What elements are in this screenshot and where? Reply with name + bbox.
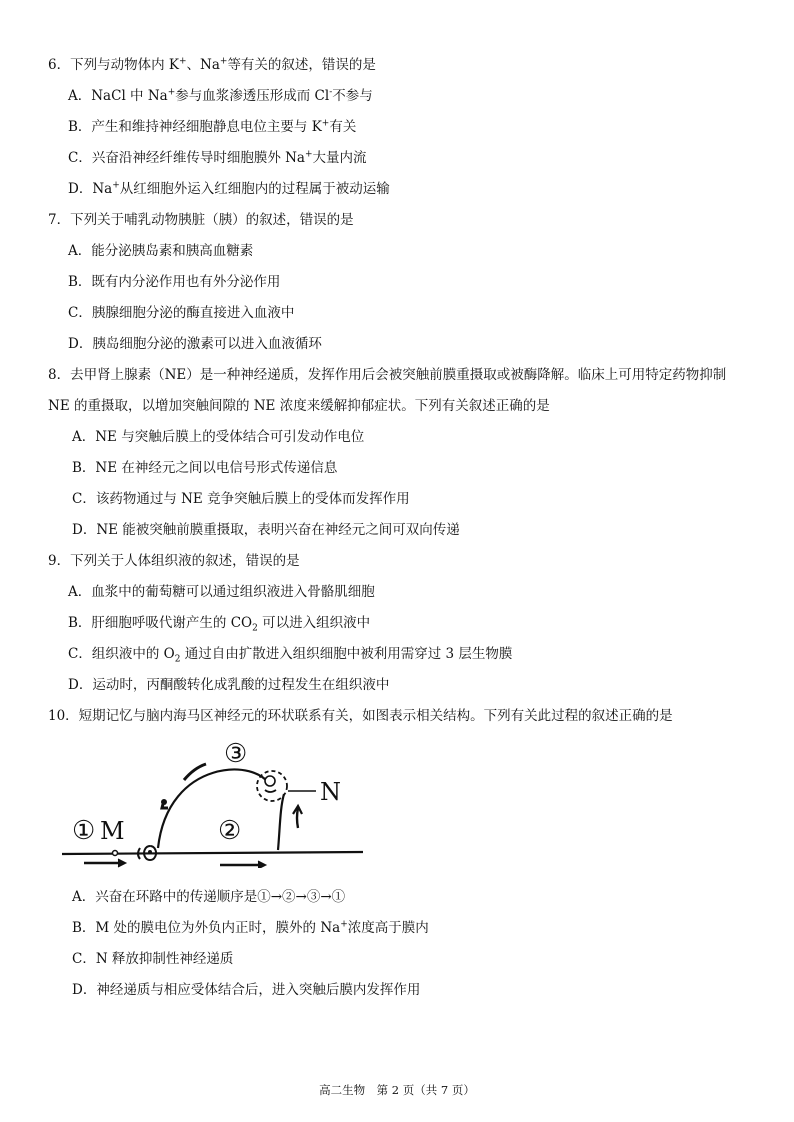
loop-branch-right: [278, 794, 284, 850]
q10-option-c: C．N 释放抑制性神经递质: [72, 951, 234, 967]
q6-option-d: D．Na+从红细胞外运入红细胞内的过程属于被动运输: [68, 180, 390, 197]
q6-stem: 6．下列与动物体内 K+、Na+等有关的叙述，错误的是: [48, 56, 376, 73]
q9-stem: 9．下列关于人体组织液的叙述，错误的是: [48, 553, 300, 569]
q9-option-c: C．组织液中的 $O_2$ 通过自由扩散进入组织细胞中被利用需穿过 3 层生物膜: [68, 646, 513, 665]
q7-option-b: B．既有内分泌作用也有外分泌作用: [68, 274, 281, 290]
q7-option-d: D．胰岛细胞分泌的激素可以进入血液循环: [68, 336, 322, 352]
q10-stem: 10．短期记忆与脑内海马区神经元的环状联系有关，如图表示相关结构。下列有关此过程的叙述正确的是: [48, 708, 673, 724]
q6-option-a: A．NaCl 中 Na+参与血浆渗透压形成而 Cl-不参与: [68, 87, 373, 104]
q10-option-d: D．神经递质与相应受体结合后，进入突触后膜内发挥作用: [72, 982, 421, 998]
q7-option-a: A．能分泌胰岛素和胰高血糖素: [68, 243, 254, 259]
q7-option-c: C．胰腺细胞分泌的酶直接进入血液中: [68, 305, 295, 321]
loop-arc: [158, 770, 270, 848]
label-one: ①: [72, 816, 96, 846]
q8-option-a: A．NE 与突触后膜上的受体结合可引发动作电位: [72, 429, 365, 445]
q9-option-d: D．运动时，丙酮酸转化成乳酸的过程发生在组织液中: [68, 677, 390, 693]
q8-option-d: D．NE 能被突触前膜重摄取，表明兴奋在神经元之间可双向传递: [72, 522, 460, 538]
q8-option-c: C．该药物通过与 NE 竞争突触后膜上的受体而发挥作用: [72, 491, 410, 507]
q10-option-a: A．兴奋在环路中的传递顺序是①→②→③→①: [72, 889, 346, 905]
arrow-right-branch: [297, 808, 298, 828]
label-n: N: [320, 778, 341, 806]
q9-option-b: B．肝细胞呼吸代谢产生的 $CO_2$ 可以进入组织液中: [68, 615, 371, 634]
neuron-loop-diagram: [58, 738, 368, 868]
q6-option-b: B．产生和维持神经细胞静息电位主要与 K+有关: [68, 118, 357, 135]
q8-stem-line2: NE 的重摄取，以增加突触间隙的 NE 浓度来缓解抑郁症状。下列有关叙述正确的是: [48, 398, 550, 414]
page-footer: 高二生物 第 2 页（共 7 页）: [319, 1083, 475, 1097]
q10-option-b: B．M 处的膜电位为外负内正时，膜外的 Na+浓度高于膜内: [72, 919, 429, 936]
axon-line: [62, 852, 363, 854]
label-m: M: [100, 817, 125, 845]
label-two: ②: [218, 816, 242, 846]
label-three: ③: [224, 739, 248, 769]
q8-stem-line1: 8．去甲肾上腺素（NE）是一种神经递质，发挥作用后会被突触前膜重摄取或被酶降解。临床上可用特定药物抑制: [48, 367, 727, 383]
q7-stem: 7．下列关于哺乳动物胰脏（胰）的叙述，错误的是: [48, 212, 354, 228]
q8-option-b: B．NE 在神经元之间以电信号形式传递信息: [72, 460, 338, 476]
q9-option-a: A．血浆中的葡萄糖可以通过组织液进入骨骼肌细胞: [68, 584, 375, 600]
q6-option-c: C．兴奋沿神经纤维传导时细胞膜外 Na+大量内流: [68, 149, 367, 166]
